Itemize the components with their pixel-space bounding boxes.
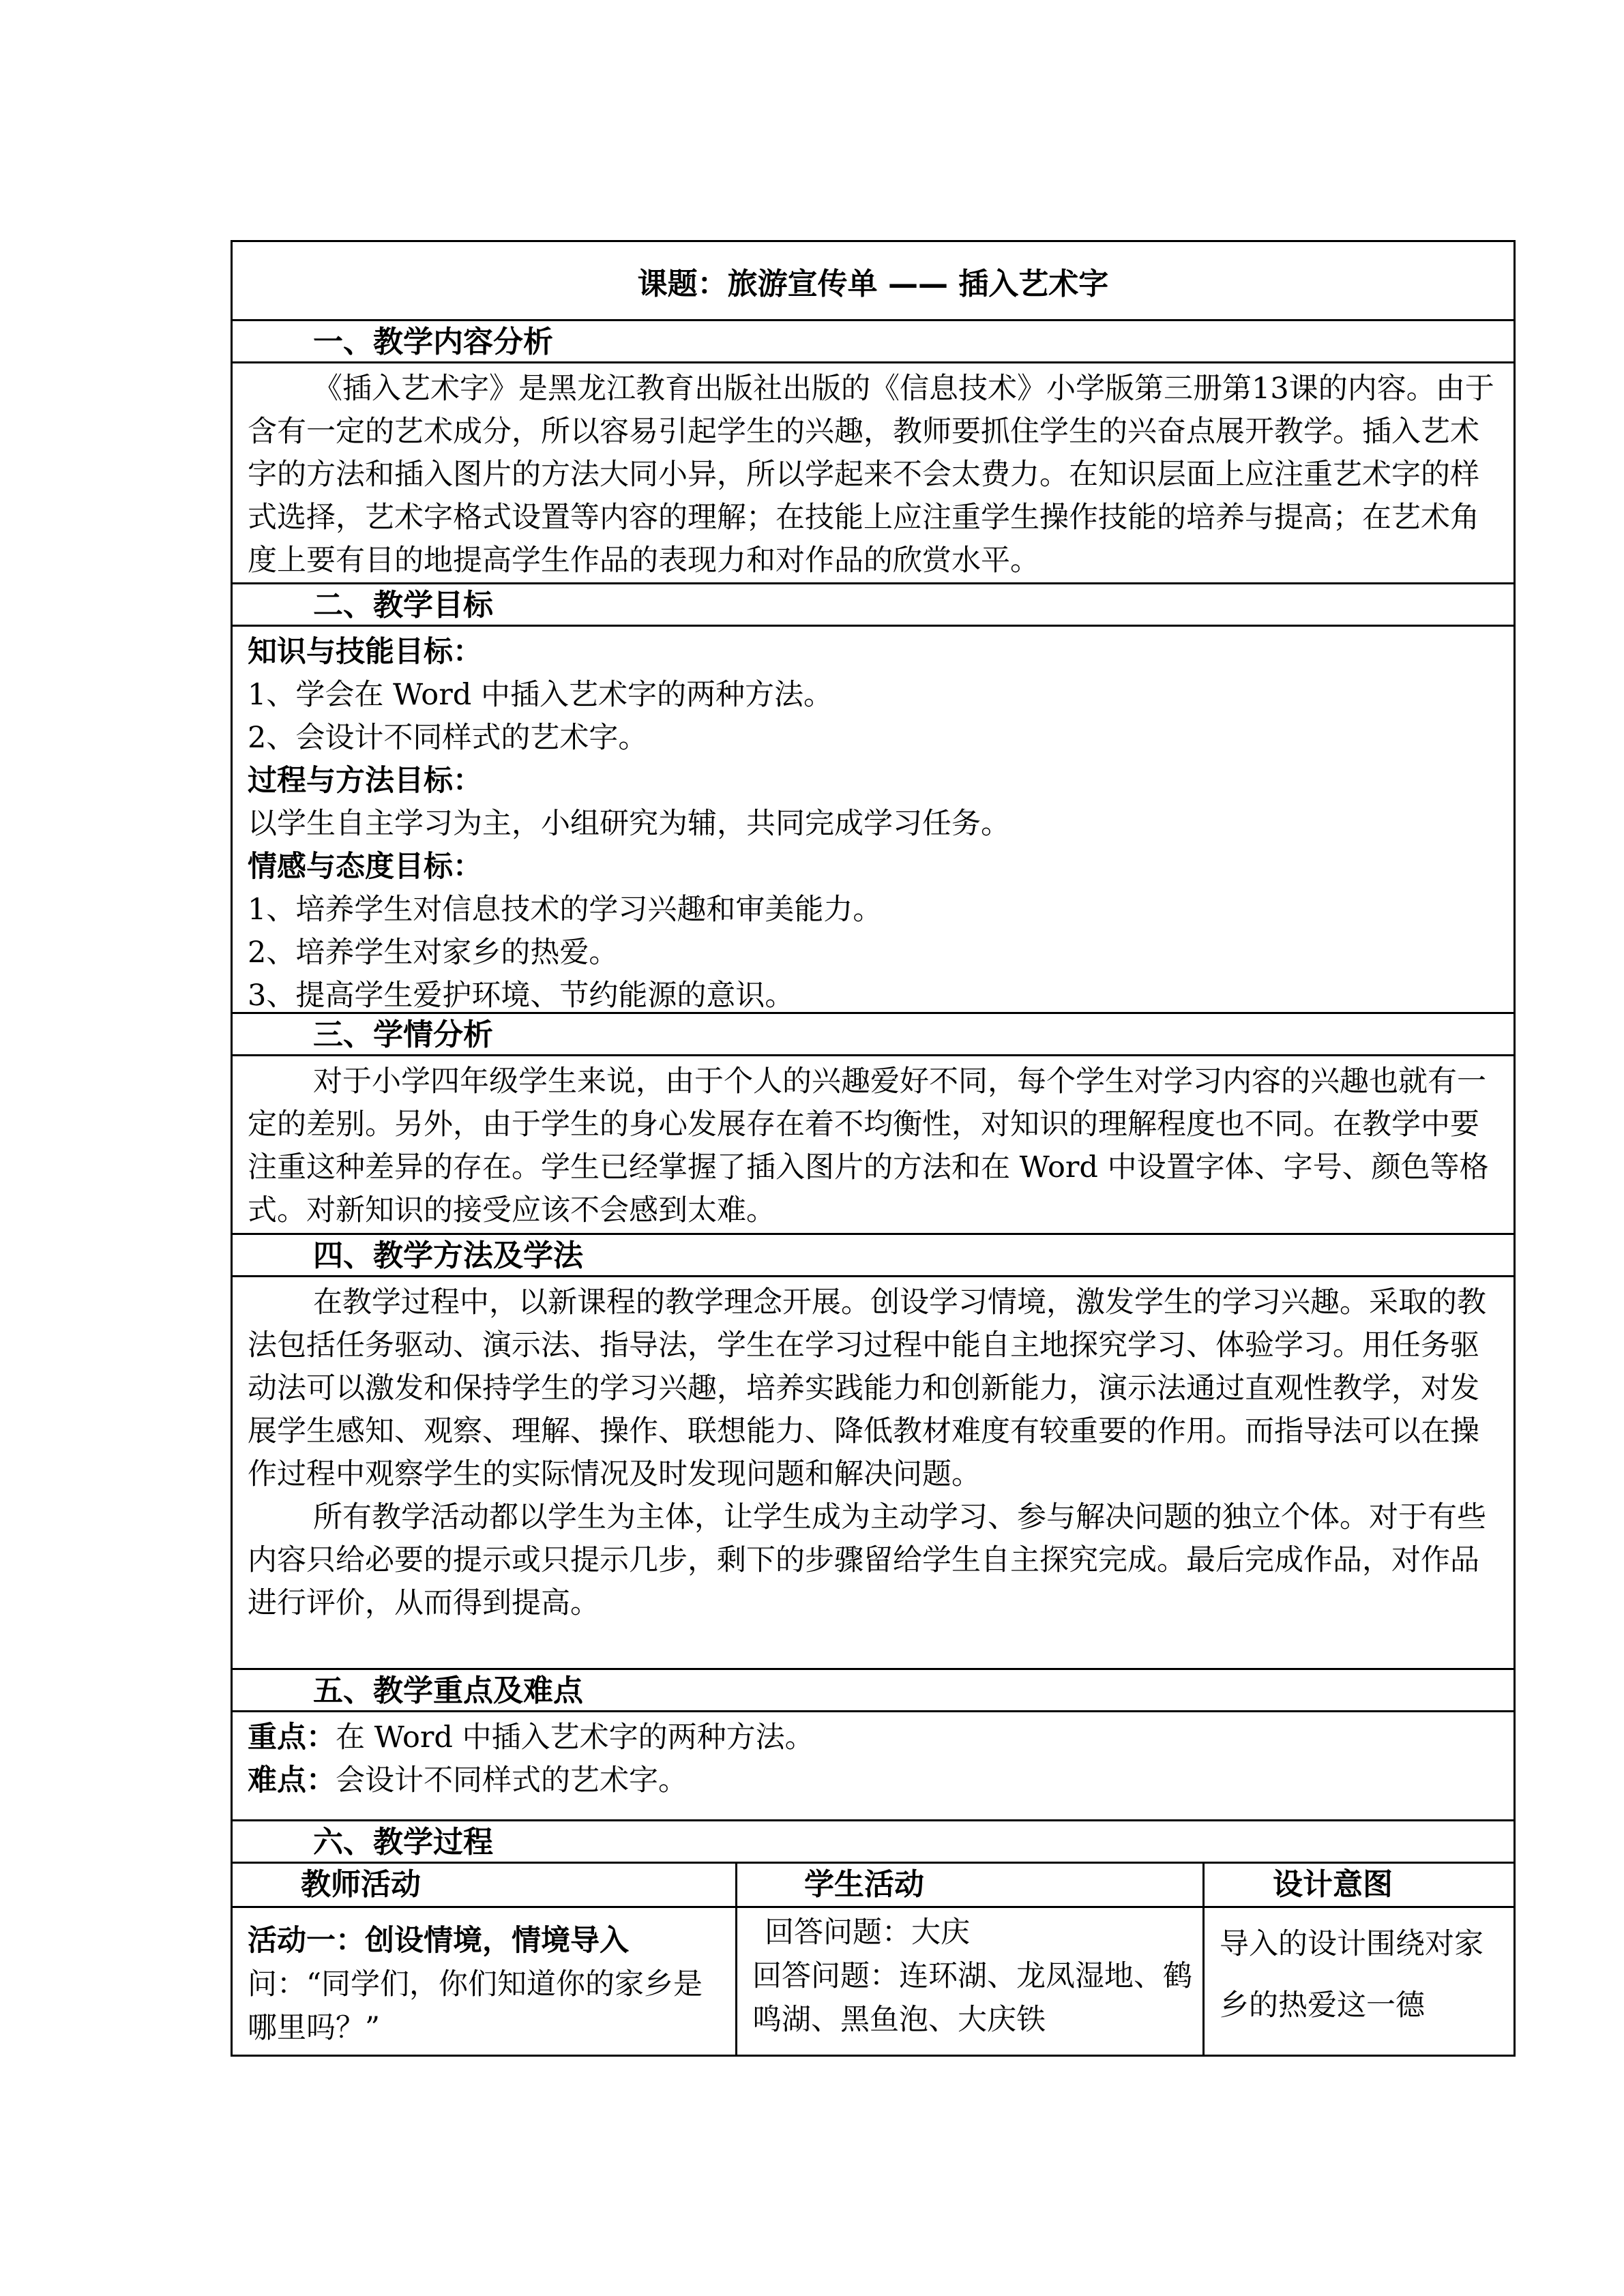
section-body-student-analysis xyxy=(233,1054,1514,1233)
teacher-activity-cell xyxy=(233,1908,737,2055)
content-analysis-paragraph: 《插入艺术字》是黑龙江教育出版社出版的《信息技术》小学版第三册第13课的内容。由于含有一定的艺术成分，所以容易引起学生的兴趣，教师要抓住学生的兴奋点展开教学。插入艺术字的方法和插入图片的方法大同小异，所以学起来不会太费力。在知识层面上应注重艺术字的样式选择，艺术字格式设置等内容的理解；在技能上应注重学生操作技能的培养与提高；在艺术角度上要有目的地提高学生作品的表现力和对作品的欣赏水平。 xyxy=(248,372,1494,578)
methods-paragraph: 在教学过程中，以新课程的教学理念开展。创设学习情境，激发学生的学习兴趣。采取的教法包括任务驱动、演示法、指导法，学生在学习过程中能自主地探究学习、体验学习。用任务驱动法可以激发和保持学生的学习兴趣，培养实践能力和创新能力，演示法通过直观性教学，对发展学生感知、观察、理解、操作、联想能力、降低教材难度有较重要的作用。而指导法可以在操作过程中观察学生的实际情况及时发现问题和解决问题。 xyxy=(248,1285,1486,1491)
col-header-student: 学生活动 xyxy=(737,1864,1205,1906)
student-analysis-paragraph: 对于小学四年级学生来说，由于个人的兴趣爱好不同，每个学生对学习内容的兴趣也就有一定的差别。另外，由于学生的身心发展存在着不均衡性，对知识的理解程度也不同。在教学中要注重这种差异的存在。学生已经掌握了插入图片的方法和在 Word 中设置字体、字号、颜色等格式。对新知识的接受应该不会感到太难。 xyxy=(248,1064,1489,1227)
process-table-row xyxy=(233,1906,1514,2055)
process-table-header xyxy=(233,1862,1514,1906)
student-activity-line: 回答问题：大庆 xyxy=(765,1915,970,1950)
knowledge-goal-item: 1、学会在 Word 中插入艺术字的两种方法。 xyxy=(248,678,833,712)
key-point-line xyxy=(248,1716,1505,1759)
emotion-goal-item: 2、培养学生对家乡的热爱。 xyxy=(248,936,619,970)
knowledge-goal-item: 2、会设计不同样式的艺术字。 xyxy=(248,721,648,755)
process-goal-item: 以学生自主学习为主，小组研究为辅，共同完成学习任务。 xyxy=(248,807,1010,841)
student-activity-line: 回答问题：连环湖、龙凤湿地、鹤鸣湖、黑鱼泡、大庆铁 xyxy=(752,1959,1192,2037)
difficult-point-label: 难点： xyxy=(248,1763,336,1798)
lesson-plan-table xyxy=(231,240,1516,2057)
student-activity-cell xyxy=(737,1908,1205,2055)
section-heading-key-points: 五、教学重点及难点 xyxy=(233,1668,1514,1710)
section-heading-student-analysis: 三、学情分析 xyxy=(233,1012,1514,1054)
section-heading-objectives: 二、教学目标 xyxy=(233,582,1514,625)
difficult-point-text: 会设计不同样式的艺术字。 xyxy=(336,1763,688,1798)
methods-paragraph: 所有教学活动都以学生为主体，让学生成为主动学习、参与解决问题的独立个体。对于有些内容只给必要的提示或只提示几步，剩下的步骤留给学生自主探究完成。最后完成作品，对作品进行评价，从而得到提高。 xyxy=(248,1500,1486,1620)
emotion-goal-label: 情感与态度目标： xyxy=(248,850,482,884)
col-header-design: 设计意图 xyxy=(1273,1867,1393,1902)
process-goal-label: 过程与方法目标： xyxy=(248,764,482,798)
lesson-title: 课题：旅游宣传单 —— 插入艺术字 xyxy=(637,266,1109,301)
section-heading-process: 六、教学过程 xyxy=(233,1819,1514,1862)
design-intent-cell xyxy=(1205,1908,1514,2055)
section-body-objectives xyxy=(233,625,1514,1012)
emotion-goal-item: 1、培养学生对信息技术的学习兴趣和审美能力。 xyxy=(248,893,883,927)
teacher-activity-text: 问：“同学们，你们知道你的家乡是哪里吗？” xyxy=(248,1967,703,2045)
section-body-key-points xyxy=(233,1710,1514,1819)
knowledge-goal-label: 知识与技能目标： xyxy=(248,635,482,669)
section-body-content-analysis xyxy=(233,361,1514,582)
col-header-teacher: 教师活动 xyxy=(233,1864,737,1906)
teacher-activity-title: 活动一：创设情境，情境导入 xyxy=(248,1924,629,1958)
key-point-text: 在 Word 中插入艺术字的两种方法。 xyxy=(336,1720,814,1755)
section-heading-methods: 四、教学方法及学法 xyxy=(233,1233,1514,1275)
design-intent-text: 导入的设计围绕对家乡的热爱这一德 xyxy=(1220,1927,1483,2023)
section-heading-content-analysis: 一、教学内容分析 xyxy=(233,319,1514,361)
section-body-methods xyxy=(233,1275,1514,1668)
key-point-label: 重点： xyxy=(248,1720,336,1755)
difficult-point-line xyxy=(248,1759,1505,1802)
emotion-goal-item: 3、提高学生爱护环境、节约能源的意识。 xyxy=(248,979,795,1013)
